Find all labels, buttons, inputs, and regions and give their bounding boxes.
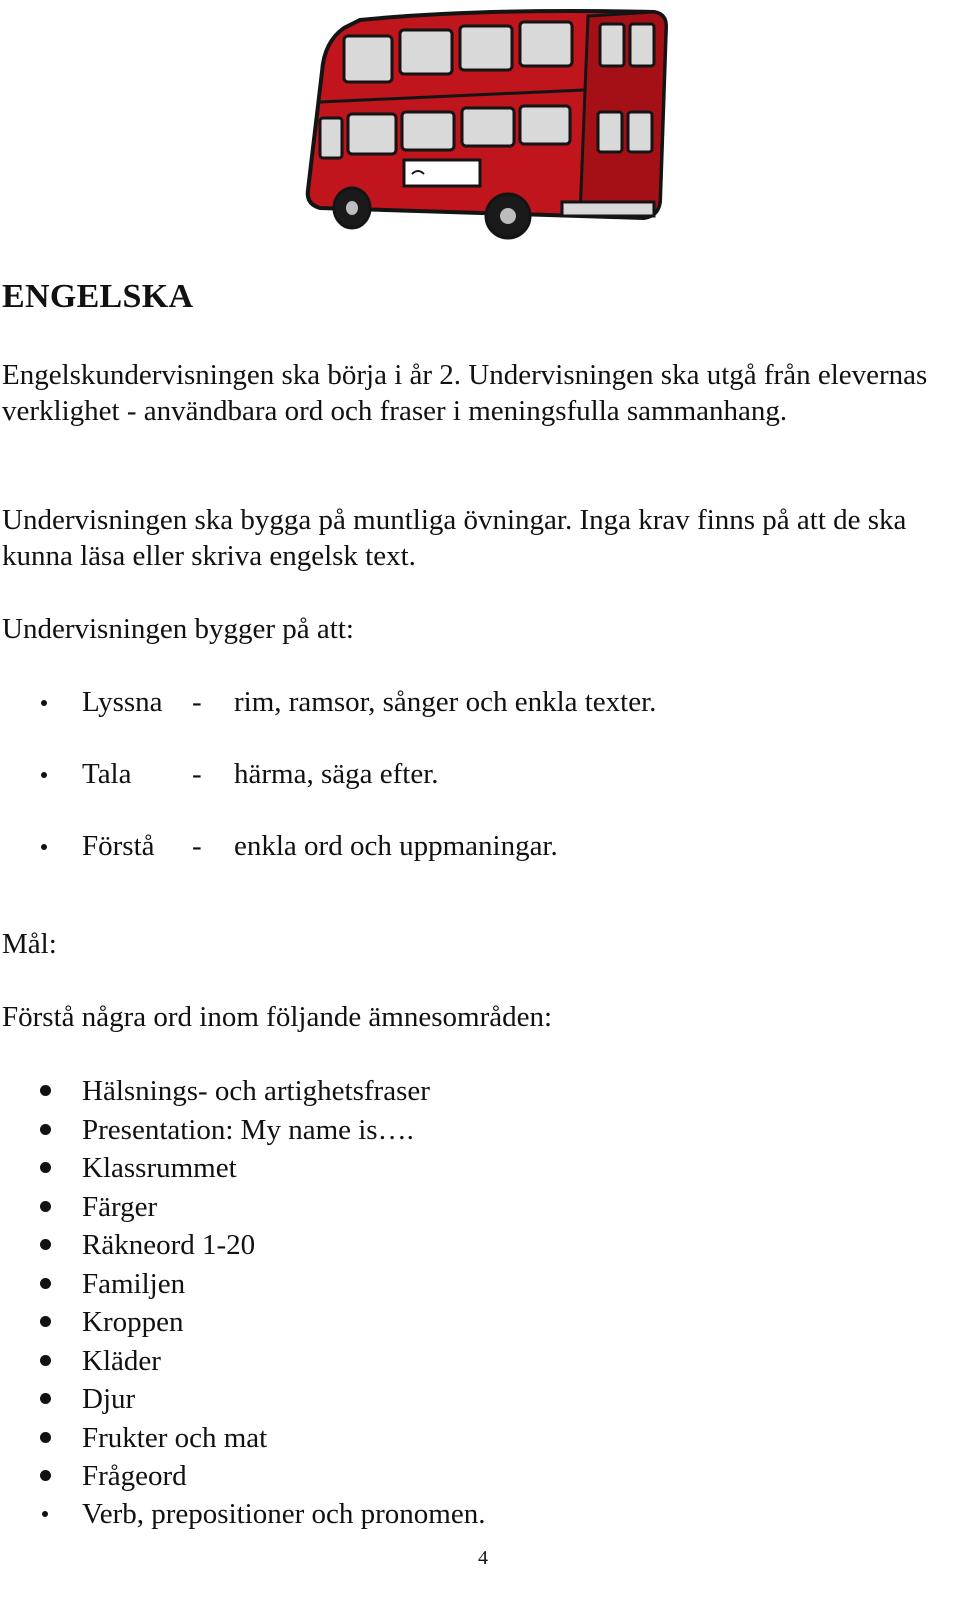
activity-item [0, 684, 900, 720]
bullet-icon [41, 700, 47, 706]
intro-paragraph: Engelskundervisningen ska börja i år 2. Undervisningen ska utgå från elevernas verklighet - användbara ord och fraser i meningsfulla sammanhang. [2, 359, 928, 427]
activity-verb: Lyssna [82, 686, 163, 718]
bullet-icon [40, 1432, 51, 1443]
bullet-icon [41, 844, 47, 850]
activity-verb: Förstå [82, 830, 155, 862]
topic-label: Färger [82, 1191, 158, 1223]
topic-item [0, 1073, 900, 1109]
topic-label: Verb, prepositioner och pronomen. [82, 1498, 486, 1530]
bullet-icon [40, 1355, 51, 1366]
topic-item [0, 1304, 900, 1340]
topic-label: Frukter och mat [82, 1422, 268, 1454]
activity-dash: - [192, 830, 202, 862]
bullet-icon [40, 1393, 51, 1404]
topic-item [0, 1112, 900, 1148]
activity-item [0, 828, 900, 864]
page-heading: ENGELSKA [2, 278, 194, 315]
basis-paragraph: Undervisningen bygger på att: [2, 613, 354, 645]
topic-item [0, 1496, 900, 1532]
topic-item [0, 1227, 900, 1263]
topic-label: Räkneord 1-20 [82, 1229, 256, 1261]
goals-intro: Förstå några ord inom följande ämnesområden: [2, 1001, 553, 1033]
topic-label: Frågeord [82, 1460, 187, 1492]
bullet-icon [40, 1201, 51, 1212]
activity-description: härma, säga efter. [234, 758, 439, 790]
topic-item [0, 1458, 900, 1494]
topic-item [0, 1420, 900, 1456]
bullet-icon [41, 772, 47, 778]
activity-item [0, 756, 900, 792]
topic-label: Kroppen [82, 1306, 184, 1338]
oral-paragraph: Undervisningen ska bygga på muntliga övningar. Inga krav finns på att de ska kunna läsa eller skriva engelsk text. [2, 504, 907, 572]
topic-item [0, 1266, 900, 1302]
bullet-icon [40, 1162, 51, 1173]
topic-item [0, 1189, 900, 1225]
topic-label: Presentation: My name is…. [82, 1114, 414, 1146]
bullet-icon [40, 1470, 51, 1481]
bullet-icon [40, 1278, 51, 1289]
activity-dash: - [192, 758, 202, 790]
topic-label: Hälsnings- och artighetsfraser [82, 1075, 430, 1107]
activity-description: enkla ord och uppmaningar. [234, 830, 558, 862]
bullet-icon [40, 1124, 51, 1135]
activity-verb: Tala [82, 758, 132, 790]
bullet-icon [40, 1239, 51, 1250]
topic-item [0, 1150, 900, 1186]
topic-label: Klassrummet [82, 1152, 237, 1184]
topic-label: Djur [82, 1383, 136, 1415]
topic-item [0, 1381, 900, 1417]
topic-label: Kläder [82, 1345, 161, 1377]
activity-description: rim, ramsor, sånger och enkla texter. [234, 686, 657, 718]
bullet-icon [42, 1511, 48, 1517]
bus-illustration [300, 2, 672, 246]
page-number: 4 [478, 1547, 488, 1569]
bullet-icon [40, 1085, 51, 1096]
bullet-icon [40, 1316, 51, 1327]
goals-label: Mål: [2, 928, 57, 960]
topic-label: Familjen [82, 1268, 186, 1300]
activity-dash: - [192, 686, 202, 718]
topic-item [0, 1343, 900, 1379]
